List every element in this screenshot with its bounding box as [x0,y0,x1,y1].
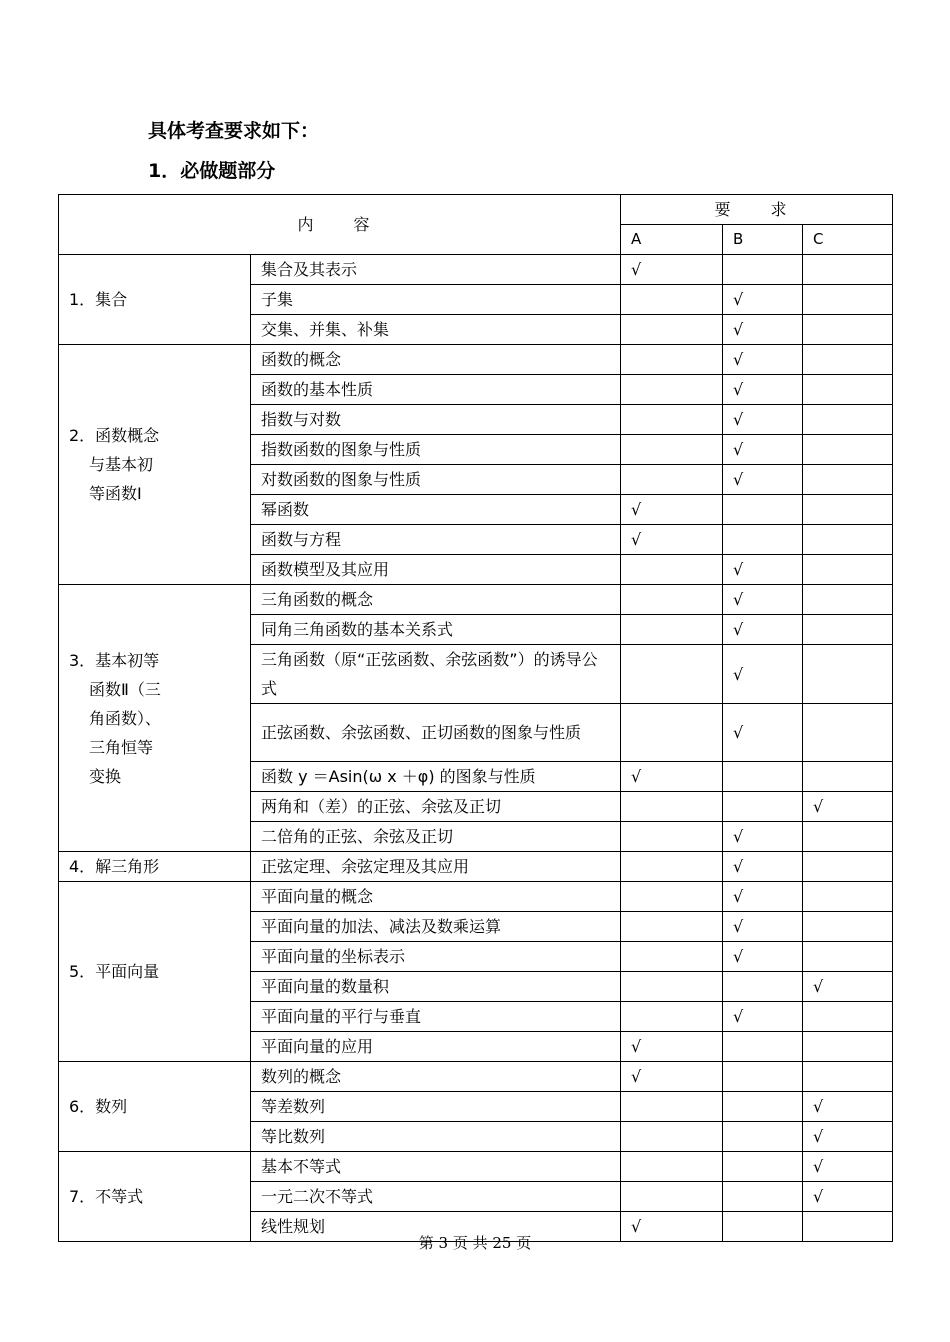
item-name: 基本不等式 [251,1152,621,1182]
item-name: 平面向量的数量积 [251,972,621,1002]
item-name: 平面向量的平行与垂直 [251,1002,621,1032]
item-name: 幂函数 [251,495,621,525]
group-title [59,1152,251,1242]
group-title-line: 与基本初 [89,455,154,474]
level-a-cell [621,645,723,704]
item-name: 函数与方程 [251,525,621,555]
item-name: 二倍角的正弦、余弦及正切 [251,822,621,852]
level-b-cell [723,792,803,822]
table-row [59,255,893,285]
group-title [59,852,251,882]
level-b-cell [723,1092,803,1122]
section-heading: 1．必做题部分 [148,160,276,182]
group-title-line: 7．不等式 [69,1187,144,1206]
header-level-b: B [723,225,803,255]
level-c-cell [803,585,893,615]
level-b-cell: √ [723,435,803,465]
level-b-cell: √ [723,704,803,762]
item-name: 函数的基本性质 [251,375,621,405]
level-a-cell: √ [621,762,723,792]
level-c-cell [803,645,893,704]
level-c-cell [803,465,893,495]
item-name: 交集、并集、补集 [251,315,621,345]
item-name: 两角和（差）的正弦、余弦及正切 [251,792,621,822]
level-a-cell: √ [621,1212,723,1242]
level-c-cell [803,1002,893,1032]
item-name: 平面向量的概念 [251,882,621,912]
level-a-cell: √ [621,495,723,525]
level-c-cell [803,435,893,465]
item-name: 一元二次不等式 [251,1182,621,1212]
item-name: 平面向量的坐标表示 [251,942,621,972]
level-a-cell [621,1152,723,1182]
level-c-cell [803,315,893,345]
header-content: 内 容 [59,195,621,255]
item-name: 正弦定理、余弦定理及其应用 [251,852,621,882]
level-b-cell [723,525,803,555]
level-b-cell: √ [723,882,803,912]
item-name: 三角函数（原“正弦函数、余弦函数”）的诱导公式 [251,645,621,704]
level-c-cell: √ [803,1122,893,1152]
level-b-cell [723,1152,803,1182]
page-heading: 具体考查要求如下： [148,120,320,142]
group-title-line: 等函数Ⅰ [89,484,142,503]
level-b-cell: √ [723,375,803,405]
level-c-cell [803,495,893,525]
level-a-cell [621,315,723,345]
level-b-cell [723,255,803,285]
level-a-cell [621,375,723,405]
header-requirements: 要 求 [621,195,893,225]
group-title-line: 三角恒等 [89,737,154,757]
item-name: 等比数列 [251,1122,621,1152]
level-c-cell: √ [803,1152,893,1182]
requirements-table [58,194,893,1242]
group-title-line: 变换 [89,766,122,786]
level-b-cell: √ [723,912,803,942]
item-name: 函数的概念 [251,345,621,375]
table-row [59,585,893,615]
level-c-cell [803,525,893,555]
level-c-cell [803,942,893,972]
level-c-cell [803,1062,893,1092]
header-level-a: A [621,225,723,255]
group-title-line: 6．数列 [69,1097,128,1116]
item-name: 正弦函数、余弦函数、正切函数的图象与性质 [251,704,621,762]
table-row [59,345,893,375]
group-title [59,882,251,1062]
group-title-line: 角函数）、 [89,708,162,728]
item-name: 三角函数的概念 [251,585,621,615]
level-a-cell [621,942,723,972]
item-name: 函数模型及其应用 [251,555,621,585]
level-c-cell [803,375,893,405]
level-b-cell: √ [723,405,803,435]
item-name: 子集 [251,285,621,315]
level-b-cell [723,1032,803,1062]
header-level-c: C [803,225,893,255]
level-b-cell: √ [723,942,803,972]
level-c-cell: √ [803,1092,893,1122]
item-name: 平面向量的加法、减法及数乘运算 [251,912,621,942]
group-title [59,1062,251,1152]
level-a-cell [621,285,723,315]
level-c-cell [803,555,893,585]
level-b-cell: √ [723,315,803,345]
item-name: 指数函数的图象与性质 [251,435,621,465]
level-c-cell: √ [803,792,893,822]
level-b-cell: √ [723,465,803,495]
group-title [59,585,251,852]
level-a-cell [621,465,723,495]
level-c-cell: √ [803,972,893,1002]
level-a-cell: √ [621,255,723,285]
level-a-cell [621,585,723,615]
level-c-cell [803,912,893,942]
group-title-line: 2．函数概念 [69,426,160,445]
level-a-cell [621,972,723,1002]
level-b-cell: √ [723,285,803,315]
level-c-cell [803,762,893,792]
level-a-cell [621,405,723,435]
level-b-cell [723,495,803,525]
table-row [59,882,893,912]
level-b-cell [723,972,803,1002]
group-title [59,255,251,345]
item-name: 数列的概念 [251,1062,621,1092]
group-title-line: 5．平面向量 [69,962,160,981]
table-row [59,1152,893,1182]
item-name: 集合及其表示 [251,255,621,285]
level-a-cell [621,704,723,762]
level-a-cell [621,1122,723,1152]
item-name: 函数 y ＝Asin(ω x ＋φ) 的图象与性质 [251,762,621,792]
table-row [59,1062,893,1092]
group-title-line: 函数Ⅱ（三 [89,679,161,699]
level-a-cell [621,852,723,882]
level-b-cell: √ [723,822,803,852]
level-b-cell: √ [723,1002,803,1032]
level-a-cell [621,615,723,645]
item-name: 指数与对数 [251,405,621,435]
level-a-cell: √ [621,1032,723,1062]
level-a-cell [621,882,723,912]
level-b-cell [723,1122,803,1152]
level-c-cell [803,882,893,912]
level-c-cell: √ [803,1182,893,1212]
level-c-cell [803,852,893,882]
table-row [59,852,893,882]
group-title-line: 4．解三角形 [69,857,160,876]
level-a-cell [621,435,723,465]
level-a-cell [621,1182,723,1212]
level-c-cell [803,822,893,852]
level-c-cell [803,704,893,762]
level-b-cell: √ [723,852,803,882]
level-b-cell [723,1182,803,1212]
level-c-cell [803,405,893,435]
level-a-cell: √ [621,1062,723,1092]
level-b-cell: √ [723,615,803,645]
level-b-cell: √ [723,555,803,585]
item-name: 平面向量的应用 [251,1032,621,1062]
group-title-line: 1．集合 [69,290,128,309]
level-a-cell [621,822,723,852]
item-name: 等差数列 [251,1092,621,1122]
level-c-cell [803,255,893,285]
level-a-cell [621,1002,723,1032]
level-a-cell [621,912,723,942]
level-a-cell [621,1092,723,1122]
level-c-cell [803,615,893,645]
level-b-cell: √ [723,645,803,704]
level-a-cell [621,792,723,822]
level-b-cell [723,762,803,792]
level-b-cell: √ [723,585,803,615]
item-name: 对数函数的图象与性质 [251,465,621,495]
level-a-cell [621,345,723,375]
level-b-cell [723,1062,803,1092]
header-row [59,195,893,225]
item-name: 线性规划 [251,1212,621,1242]
item-name: 同角三角函数的基本关系式 [251,615,621,645]
group-title-line: 3．基本初等 [69,650,160,670]
page-footer: 第 3 页 共 25 页 [418,1234,532,1252]
group-title [59,345,251,585]
level-a-cell: √ [621,525,723,555]
level-c-cell [803,345,893,375]
level-c-cell [803,285,893,315]
level-a-cell [621,555,723,585]
level-c-cell [803,1032,893,1062]
level-b-cell: √ [723,345,803,375]
